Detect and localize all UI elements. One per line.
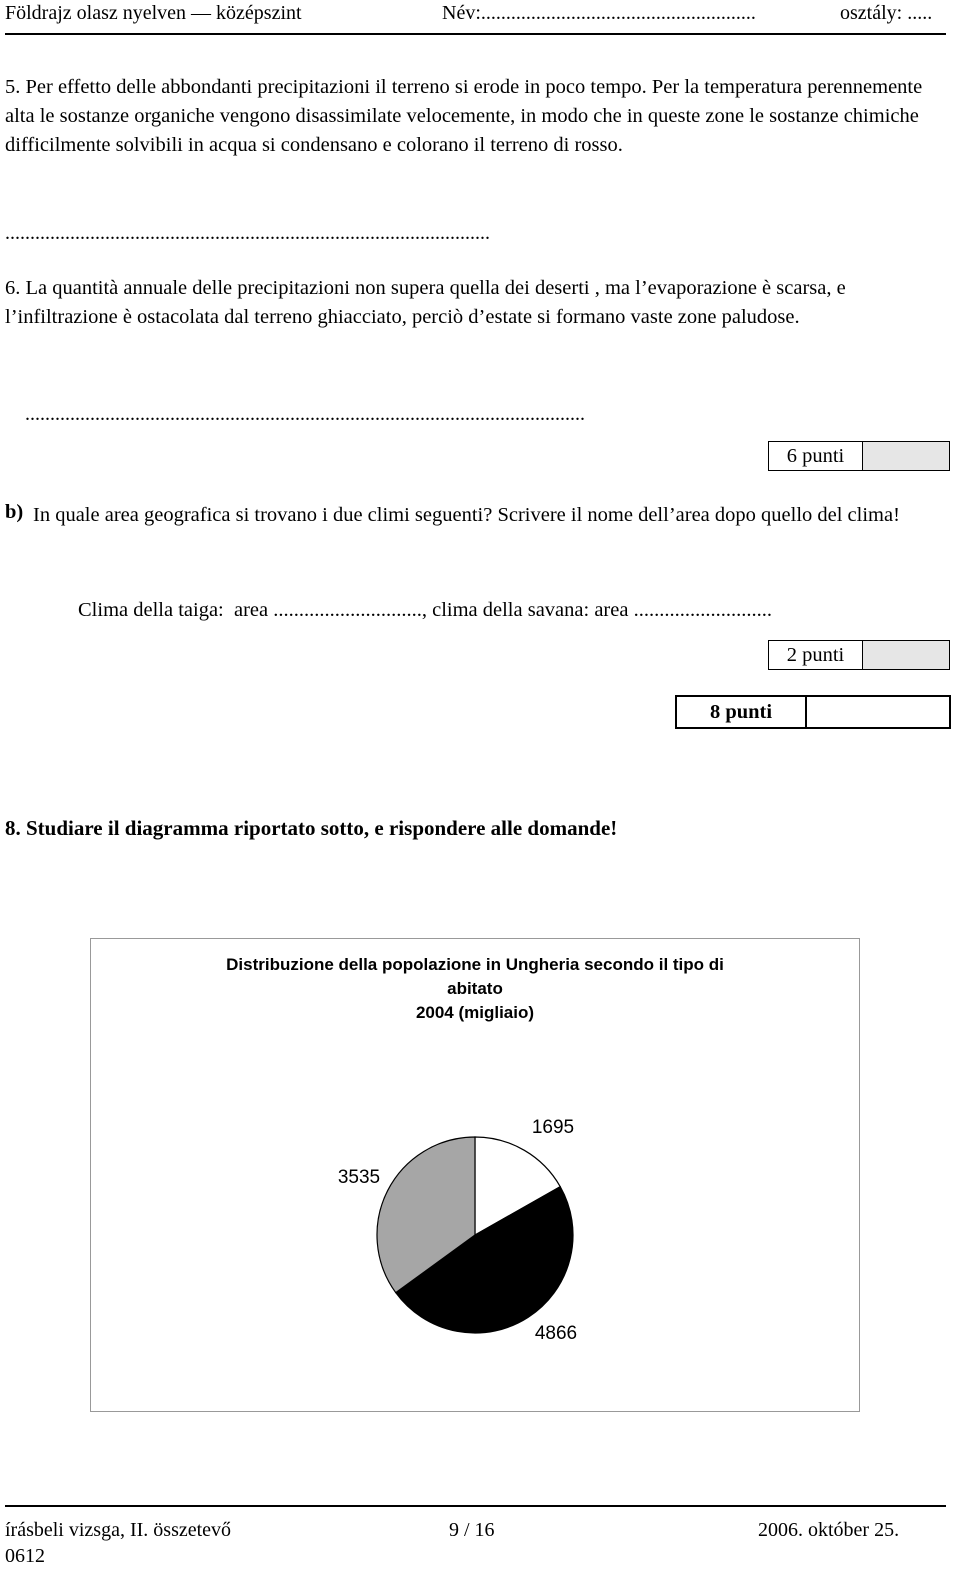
score-box-b	[768, 640, 950, 670]
score-total-field	[807, 697, 949, 727]
score-box-a	[768, 441, 950, 471]
score-box-b-label: 2 punti	[769, 641, 863, 669]
chart-title-line-2: abitato	[447, 979, 503, 998]
part-b-question: In quale area geografica si trovano i due climi seguenti? Scrivere il nome dell’area dopo quello del clima!	[33, 504, 900, 526]
score-box-b-field	[863, 641, 949, 669]
pie-label-3535: 3535	[337, 1167, 381, 1188]
footer-code: 0612	[5, 1545, 45, 1567]
item-6-answer-line: ................................................................................................................	[25, 403, 585, 425]
header-name-field: Név:.......................................................	[442, 2, 756, 24]
score-total-label: 8 punti	[677, 697, 807, 727]
pie-chart	[91, 939, 859, 1411]
footer-page-number: 9 / 16	[449, 1519, 495, 1541]
part-b-answer-line: Clima della taiga: area ............................., clima della savana: area ...........................	[78, 599, 772, 621]
footer-exam-label: írásbeli vizsga, II. összetevő	[5, 1519, 232, 1541]
footer-rule	[5, 1505, 946, 1507]
item-5-text: 5. Per effetto delle abbondanti precipitazioni il terreno si erode in poco tempo. Per la temperatura perennemente alta le sostanze organiche vengono disassimilate velocemente, in modo che in queste zone le sostanze chimiche difficilmente solvibili in acqua si condensano e colorano il terreno di rosso.	[5, 76, 923, 156]
pie-label-1695: 1695	[531, 1117, 575, 1138]
header-subject: Földrajz olasz nyelven — középszint	[5, 2, 302, 24]
part-b-label: b)	[5, 501, 24, 523]
pie-label-4866: 4866	[534, 1323, 578, 1344]
pie-chart-frame	[90, 938, 860, 1412]
question-8: 8. Studiare il diagramma riportato sotto, e rispondere alle domande!	[5, 816, 618, 840]
header-class-field: osztály: .....	[840, 2, 933, 24]
chart-title-line-3: 2004 (migliaio)	[415, 1003, 535, 1022]
header-rule	[5, 33, 946, 35]
item-5-answer-line: .................................................................................................	[5, 222, 490, 244]
score-box-a-label: 6 punti	[769, 442, 863, 470]
score-total-box	[675, 695, 951, 729]
chart-title-line-1: Distribuzione della popolazione in Ungheria secondo il tipo di	[226, 955, 724, 974]
item-6-text: 6. La quantità annuale delle precipitazioni non supera quella dei deserti , ma l’evaporazione è scarsa, e l’infiltrazione è ostacolata dal terreno ghiacciato, perciò d’estate si formano vaste zone paludose.	[5, 277, 846, 328]
footer-date: 2006. október 25.	[758, 1519, 900, 1541]
score-box-a-field	[863, 442, 949, 470]
